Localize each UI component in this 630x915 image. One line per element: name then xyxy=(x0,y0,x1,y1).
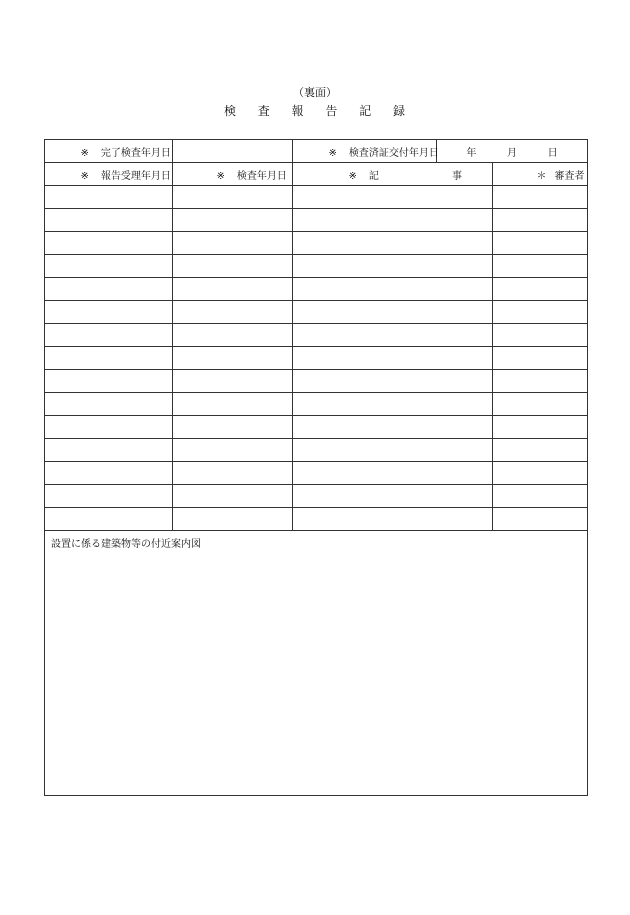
inspection-date-cell[interactable] xyxy=(173,232,293,254)
completion-date-label: 完了検査年月日 xyxy=(100,147,171,159)
report-received-cell[interactable] xyxy=(45,209,173,231)
record-cell[interactable] xyxy=(293,508,493,530)
inspection-date-cell[interactable] xyxy=(173,485,293,507)
inspection-date-cell[interactable] xyxy=(173,462,293,484)
inspector-cell[interactable] xyxy=(493,393,587,415)
record-header: ※ 記 事 xyxy=(293,163,493,185)
month-label: 月 xyxy=(506,147,517,159)
record-cell[interactable] xyxy=(293,232,493,254)
record-cell[interactable] xyxy=(293,347,493,369)
required-mark: ※ xyxy=(328,147,337,159)
table-row xyxy=(45,301,587,324)
table-row xyxy=(45,485,587,508)
inspection-report-table xyxy=(44,139,588,796)
inspector-cell[interactable] xyxy=(493,508,587,530)
asterisk-mark: ＊ xyxy=(536,170,547,182)
record-cell[interactable] xyxy=(293,370,493,392)
certificate-date-label: 検査済証交付年月日 xyxy=(348,147,439,159)
table-row xyxy=(45,186,587,209)
report-received-cell[interactable] xyxy=(45,301,173,323)
inspector-cell[interactable] xyxy=(493,485,587,507)
inspection-date-cell[interactable] xyxy=(173,439,293,461)
report-received-cell[interactable] xyxy=(45,462,173,484)
record-cell[interactable] xyxy=(293,209,493,231)
form-subtitle: （裏面） xyxy=(293,86,337,99)
required-mark: ※ xyxy=(348,170,357,182)
table-row xyxy=(45,232,587,255)
inspection-date-cell[interactable] xyxy=(173,370,293,392)
inspector-cell[interactable] xyxy=(493,439,587,461)
inspector-cell[interactable] xyxy=(493,255,587,277)
record-cell[interactable] xyxy=(293,186,493,208)
record-cell[interactable] xyxy=(293,393,493,415)
report-received-cell[interactable] xyxy=(45,347,173,369)
record-cell[interactable] xyxy=(293,301,493,323)
report-received-cell[interactable] xyxy=(45,393,173,415)
inspection-date-cell[interactable] xyxy=(173,324,293,346)
report-received-cell[interactable] xyxy=(45,278,173,300)
required-mark: ※ xyxy=(80,170,89,182)
record-cell[interactable] xyxy=(293,324,493,346)
table-row xyxy=(45,255,587,278)
table-row xyxy=(45,416,587,439)
year-label: 年 xyxy=(466,147,477,159)
inspector-cell[interactable] xyxy=(493,232,587,254)
report-received-cell[interactable] xyxy=(45,439,173,461)
inspection-date-cell[interactable] xyxy=(173,209,293,231)
report-received-cell[interactable] xyxy=(45,370,173,392)
inspection-date-cell[interactable] xyxy=(173,186,293,208)
column-header-row xyxy=(45,163,587,186)
inspection-date-header: ※ 検査年月日 xyxy=(173,163,293,185)
report-received-cell[interactable] xyxy=(45,485,173,507)
inspection-date-cell[interactable] xyxy=(173,347,293,369)
required-mark: ※ xyxy=(80,147,89,159)
table-row xyxy=(45,508,587,531)
inspector-cell[interactable] xyxy=(493,278,587,300)
record-cell[interactable] xyxy=(293,439,493,461)
inspector-cell[interactable] xyxy=(493,370,587,392)
map-area-label: 設置に係る建築物等の付近案内図 xyxy=(51,539,201,550)
inspection-date-cell[interactable] xyxy=(173,255,293,277)
map-area[interactable] xyxy=(45,532,587,795)
table-row xyxy=(45,278,587,301)
record-cell[interactable] xyxy=(293,462,493,484)
record-cell[interactable] xyxy=(293,278,493,300)
table-row xyxy=(45,347,587,370)
form-title: 検 査 報 告 記 録 xyxy=(223,104,415,118)
record-cell[interactable] xyxy=(293,255,493,277)
record-cell[interactable] xyxy=(293,416,493,438)
report-received-cell[interactable] xyxy=(45,232,173,254)
inspector-cell[interactable] xyxy=(493,186,587,208)
required-mark: ※ xyxy=(216,170,225,182)
table-row xyxy=(45,370,587,393)
inspector-cell[interactable] xyxy=(493,324,587,346)
inspection-date-cell[interactable] xyxy=(173,393,293,415)
report-received-header: ※ 報告受理年月日 xyxy=(45,163,173,185)
inspector-header: ＊ 審査者 xyxy=(536,170,585,182)
inspection-date-cell[interactable] xyxy=(173,301,293,323)
table-row xyxy=(45,393,587,416)
report-received-cell[interactable] xyxy=(45,324,173,346)
inspector-cell[interactable] xyxy=(493,416,587,438)
report-received-cell[interactable] xyxy=(45,186,173,208)
table-row xyxy=(45,324,587,347)
day-label: 日 xyxy=(547,147,558,159)
table-row xyxy=(45,439,587,462)
inspection-date-cell[interactable] xyxy=(173,416,293,438)
table-row xyxy=(45,462,587,485)
report-received-cell[interactable] xyxy=(45,508,173,530)
inspection-date-cell[interactable] xyxy=(173,508,293,530)
inspector-cell[interactable] xyxy=(493,347,587,369)
table-row xyxy=(45,209,587,232)
inspector-cell[interactable] xyxy=(493,209,587,231)
report-received-cell[interactable] xyxy=(45,255,173,277)
inspection-date-cell[interactable] xyxy=(173,278,293,300)
inspector-cell[interactable] xyxy=(493,301,587,323)
record-cell[interactable] xyxy=(293,485,493,507)
report-received-cell[interactable] xyxy=(45,416,173,438)
inspector-cell[interactable] xyxy=(493,462,587,484)
